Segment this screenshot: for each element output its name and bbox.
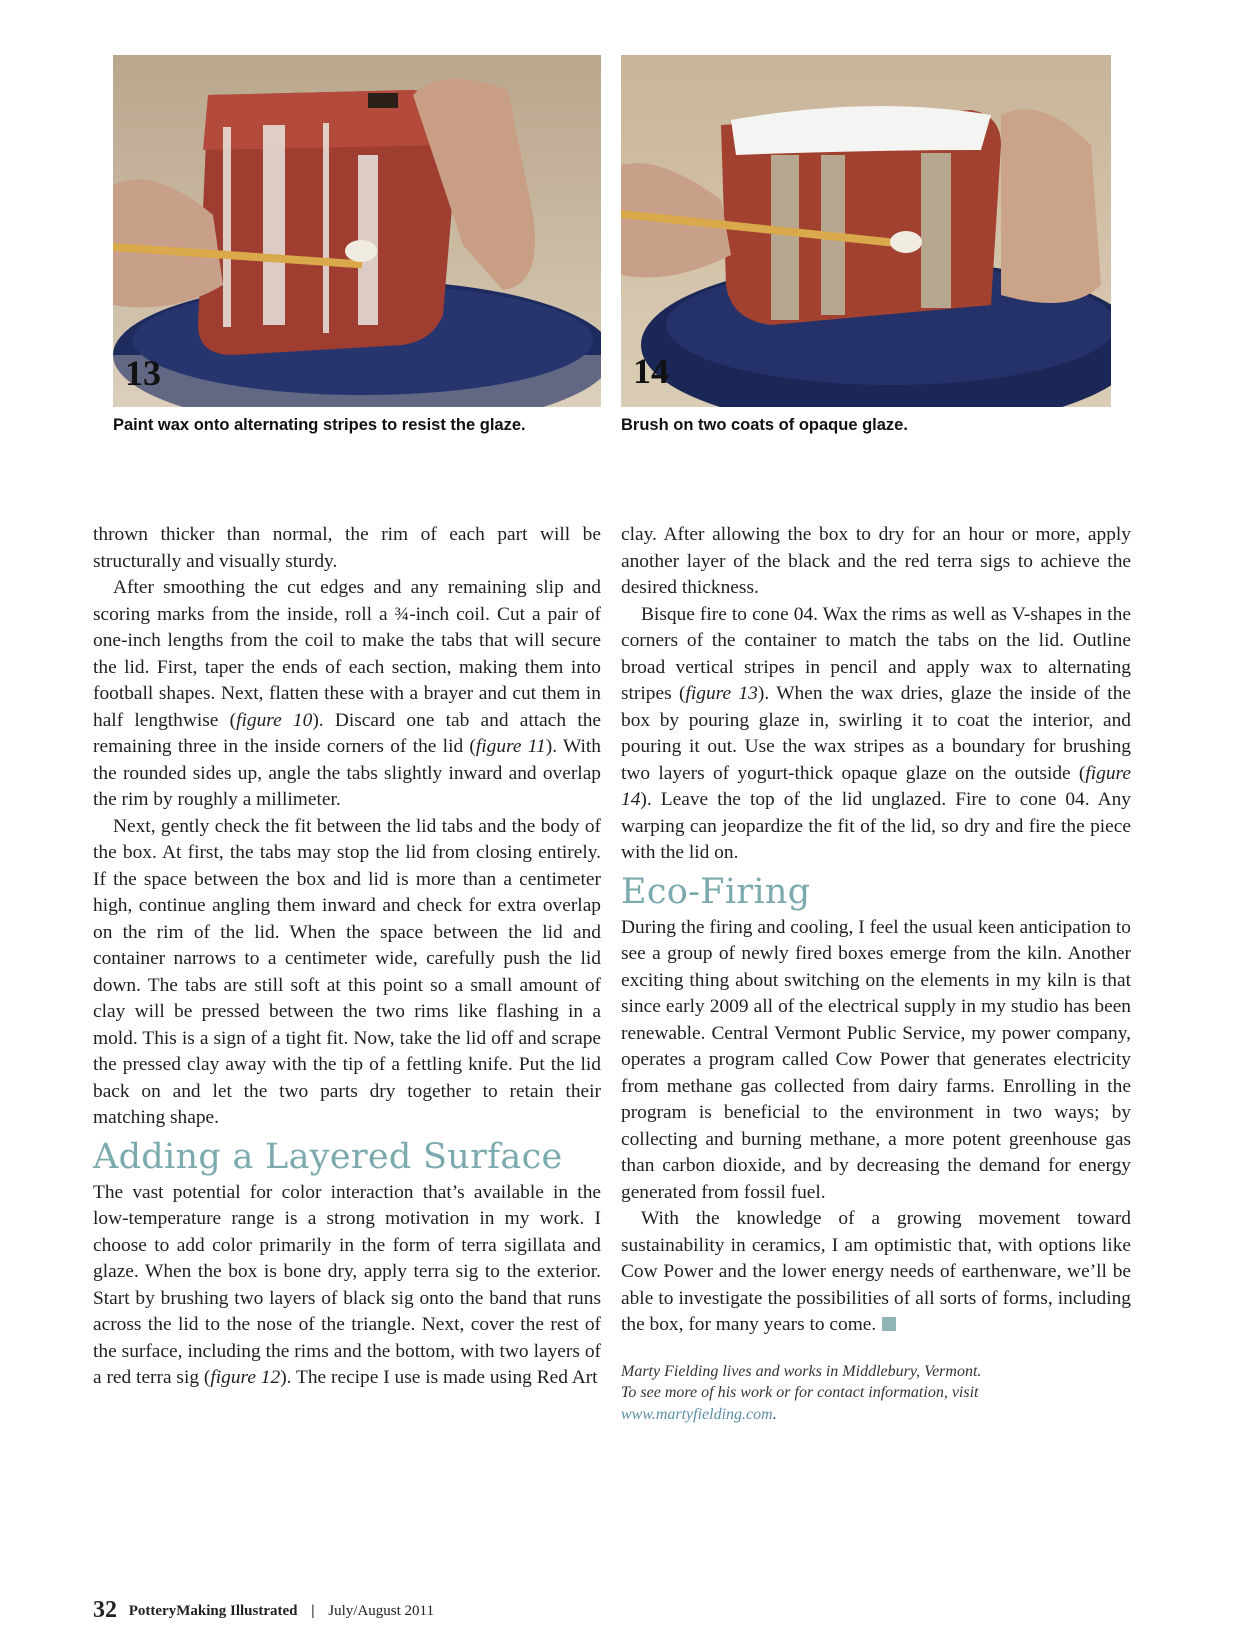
body-paragraph: Bisque fire to cone 04. Wax the rims as well as V-shapes in the corners of the container to match the tabs on the lid. Outline broad vertical stripes in pencil and apply wax to alternating stripes (figure 13). When the wax dries, glaze the inside of the box by pouring glaze in, swirling it to coat the interior, and pouring it out. Use the wax stripes as a boundary for brushing two layers of yogurt-thick opaque glaze on the outside (figure 14). Leave the top of the lid unglazed. Fire to cone 04. Any warping can jeopardize the fit of the lid, so dry and fire the piece with the lid on.	[621, 603, 1131, 863]
figure-13-photo	[113, 55, 601, 407]
body-paragraph: During the firing and cooling, I feel the usual keen anticipation to see a group of newly fired boxes emerge from the kiln. Another exciting thing about switching on the elements in my kiln is that since early 2009 all of the electrical supply in my studio has been renewable. Central Vermont Public Service, my power company, operates a program called Cow Power that generates electricity from methane gas collected from dairy farms. Enrolling in the program is beneficial to the environment in two ways; by collecting and burning methane, a more potent greenhouse gas than carbon dioxide, and by decreasing the demand for energy generated from fossil fuel.	[621, 916, 1131, 1203]
figure-13-number: 13	[125, 353, 161, 393]
section-heading: Eco-Firing	[621, 871, 811, 912]
right-column	[621, 522, 1131, 1425]
closing-paragraph-text: With the knowledge of a growing movement toward sustainability in ceramics, I am optimistic that, with options like Cow Power and the lower energy needs of earthenware, we’ll be able to investigate the possibilities of all sorts of forms, including the box, for many years to come.	[621, 1208, 1131, 1335]
left-column	[93, 522, 601, 1392]
figure-14-photo	[621, 55, 1111, 407]
issue-date: July/August 2011	[328, 1603, 434, 1619]
author-website-link[interactable]: www.martyfielding.com	[621, 1405, 773, 1423]
body-paragraph	[621, 1206, 1131, 1339]
end-mark-icon	[882, 1317, 896, 1331]
author-bio	[621, 1361, 1131, 1426]
magazine-name: PotteryMaking Illustrated	[128, 1603, 298, 1619]
footer-separator: |	[311, 1603, 315, 1619]
page-footer	[93, 1597, 434, 1624]
figure-14-number: 14	[633, 351, 669, 391]
figure-13-caption: Paint wax onto alternating stripes to resist the glaze.	[113, 416, 526, 434]
body-paragraph: Next, gently check the fit between the lid tabs and the body of the box. At first, the tabs may stop the lid from closing entirely. If the space between the box and lid is more than a centimeter high, continue angling them inward and check for extra overlap on the rim of the lid. When the space between the lid and container narrows to a centimeter wide, carefully push the lid down. The tabs are still soft at this point so a small amount of clay will be pressed between the two rims like flashing in a mold. This is a sign of a tight fit. Now, take the lid off and scrape the pressed clay away with the tip of a fettling knife. Put the lid back on and let the two parts dry together to retain their matching shape.	[93, 815, 601, 1128]
bio-end: .	[772, 1405, 777, 1423]
bio-line-1: Marty Fielding lives and works in Middlebury, Vermont.	[621, 1362, 982, 1380]
body-paragraph: After smoothing the cut edges and any remaining slip and scoring marks from the inside, roll a ¾-inch coil. Cut a pair of one-inch lengths from the coil to make the tabs that will secure the lid. First, taper the ends of each section, making them into football shapes. Next, flatten these with a brayer and cut them in half lengthwise (figure 10). Discard one tab and attach the remaining three in the inside corners of the lid (figure 11). With the rounded sides up, angle the tabs slightly inward and overlap the rim by roughly a millimeter.	[93, 577, 602, 810]
body-paragraph: clay. After allowing the box to dry for an hour or more, apply another layer of the black and the red terra sigs to achieve the desired thickness.	[621, 524, 1131, 598]
body-paragraph: The vast potential for color interaction that’s available in the low-temperature range is a strong motivation in my work. I choose to add color primarily in the form of terra sigillata and glaze. When the box is bone dry, apply terra sig to the exterior. Start by brushing two layers of black sig onto the band that runs across the lid to the nose of the triangle. Next, cover the rest of the surface, including the rims and the bottom, with two layers of a red terra sig (figure 12). The recipe I use is made using Red Art	[93, 1181, 601, 1388]
bio-line-2: To see more of his work or for contact information, visit	[621, 1384, 979, 1401]
page-number: 32	[93, 1597, 117, 1623]
section-heading: Adding a Layered Surface	[93, 1136, 563, 1177]
body-paragraph: thrown thicker than normal, the rim of each part will be structurally and visually sturdy.	[93, 524, 601, 572]
figure-14-caption: Brush on two coats of opaque glaze.	[621, 416, 908, 434]
